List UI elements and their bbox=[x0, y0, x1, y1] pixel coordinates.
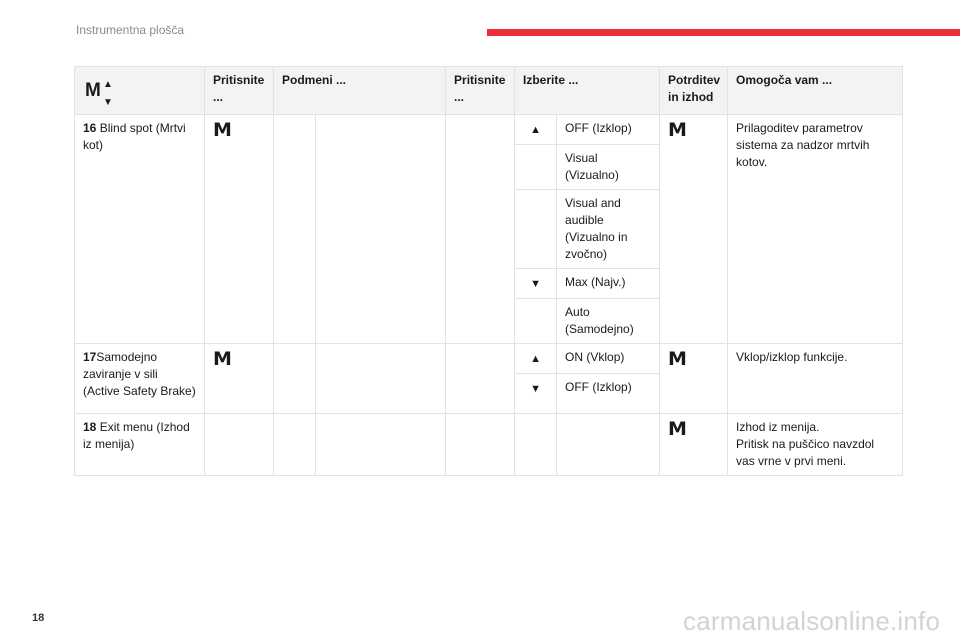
option-label: Auto (Samodejno) bbox=[557, 299, 660, 344]
m-button-icon: M bbox=[85, 80, 101, 101]
empty-cell bbox=[274, 414, 316, 476]
header-cell-menu-icon bbox=[75, 67, 205, 115]
header-cell-select: Izberite ... bbox=[515, 67, 660, 115]
arrow-down-icon: ▼ bbox=[515, 374, 557, 414]
function-cell: 16 Blind spot (Mrtvi kot) bbox=[75, 115, 205, 344]
empty-cell bbox=[274, 344, 316, 414]
submenu-cell bbox=[316, 414, 446, 476]
press-cell-2 bbox=[446, 115, 515, 344]
header-cell-press-2: Pritisnite ... bbox=[446, 67, 515, 115]
table-row bbox=[75, 115, 903, 145]
m-button-icon: M bbox=[668, 348, 687, 370]
submenu-cell bbox=[316, 115, 446, 344]
arrow-up-icon: ▲ bbox=[515, 115, 557, 145]
option-label: OFF (Izklop) bbox=[557, 115, 660, 145]
header-cell-submenu: Podmeni ... bbox=[274, 67, 446, 115]
press-cell bbox=[205, 115, 274, 344]
m-button-icon: M bbox=[668, 418, 687, 440]
header-cell-press: Pritisnite ... bbox=[205, 67, 274, 115]
m-button-icon: M bbox=[668, 119, 687, 141]
arrow-up-icon: ▲ bbox=[103, 79, 113, 90]
table-row bbox=[75, 344, 903, 374]
menu-settings-table bbox=[74, 66, 903, 476]
arrow-down-icon: ▼ bbox=[515, 269, 557, 299]
description-cell: Vklop/izklop funkcije. bbox=[728, 344, 903, 414]
option-label: Max (Najv.) bbox=[557, 269, 660, 299]
submenu-cell bbox=[316, 344, 446, 414]
page-number: 18 bbox=[32, 612, 45, 624]
m-button-icon: M bbox=[213, 348, 232, 370]
function-cell: 18 Exit menu (Izhod iz menija) bbox=[75, 414, 205, 476]
arrow-cell bbox=[515, 414, 557, 476]
arrow-down-icon: ▼ bbox=[103, 97, 113, 108]
function-cell: 17Samodejno zaviranje v sili (Active Safety Brake) bbox=[75, 344, 205, 414]
header-accent-bar bbox=[487, 29, 960, 36]
press-cell-2 bbox=[446, 414, 515, 476]
header-cell-confirm-exit: Potrditev in izhod bbox=[660, 67, 728, 115]
confirm-cell bbox=[660, 414, 728, 476]
watermark: carmanualsonline.info bbox=[683, 606, 941, 636]
option-label: ON (Vklop) bbox=[557, 344, 660, 374]
m-button-icon: M bbox=[213, 119, 232, 141]
press-cell bbox=[205, 344, 274, 414]
arrow-cell bbox=[515, 145, 557, 190]
arrow-up-icon: ▲ bbox=[515, 344, 557, 374]
press-cell-2 bbox=[446, 344, 515, 414]
header-cell-allows: Omogoča vam ... bbox=[728, 67, 903, 115]
description-cell: Izhod iz menija. Pritisk na puščico navzdol vas vrne v prvi meni. bbox=[728, 414, 903, 476]
option-label: OFF (Izklop) bbox=[557, 374, 660, 414]
arrow-cell bbox=[515, 299, 557, 344]
option-label bbox=[557, 414, 660, 476]
table-header-row bbox=[75, 67, 903, 115]
confirm-cell bbox=[660, 115, 728, 344]
description-cell: Prilagoditev parametrov sistema za nadzor mrtvih kotov. bbox=[728, 115, 903, 344]
section-title: Instrumentna plošča bbox=[76, 23, 185, 37]
confirm-cell bbox=[660, 344, 728, 414]
table-row bbox=[75, 414, 903, 476]
press-cell bbox=[205, 414, 274, 476]
option-label: Visual (Vizualno) bbox=[557, 145, 660, 190]
empty-cell bbox=[274, 115, 316, 344]
option-label: Visual and audible (Vizualno in zvočno) bbox=[557, 190, 660, 269]
arrow-cell bbox=[515, 190, 557, 269]
